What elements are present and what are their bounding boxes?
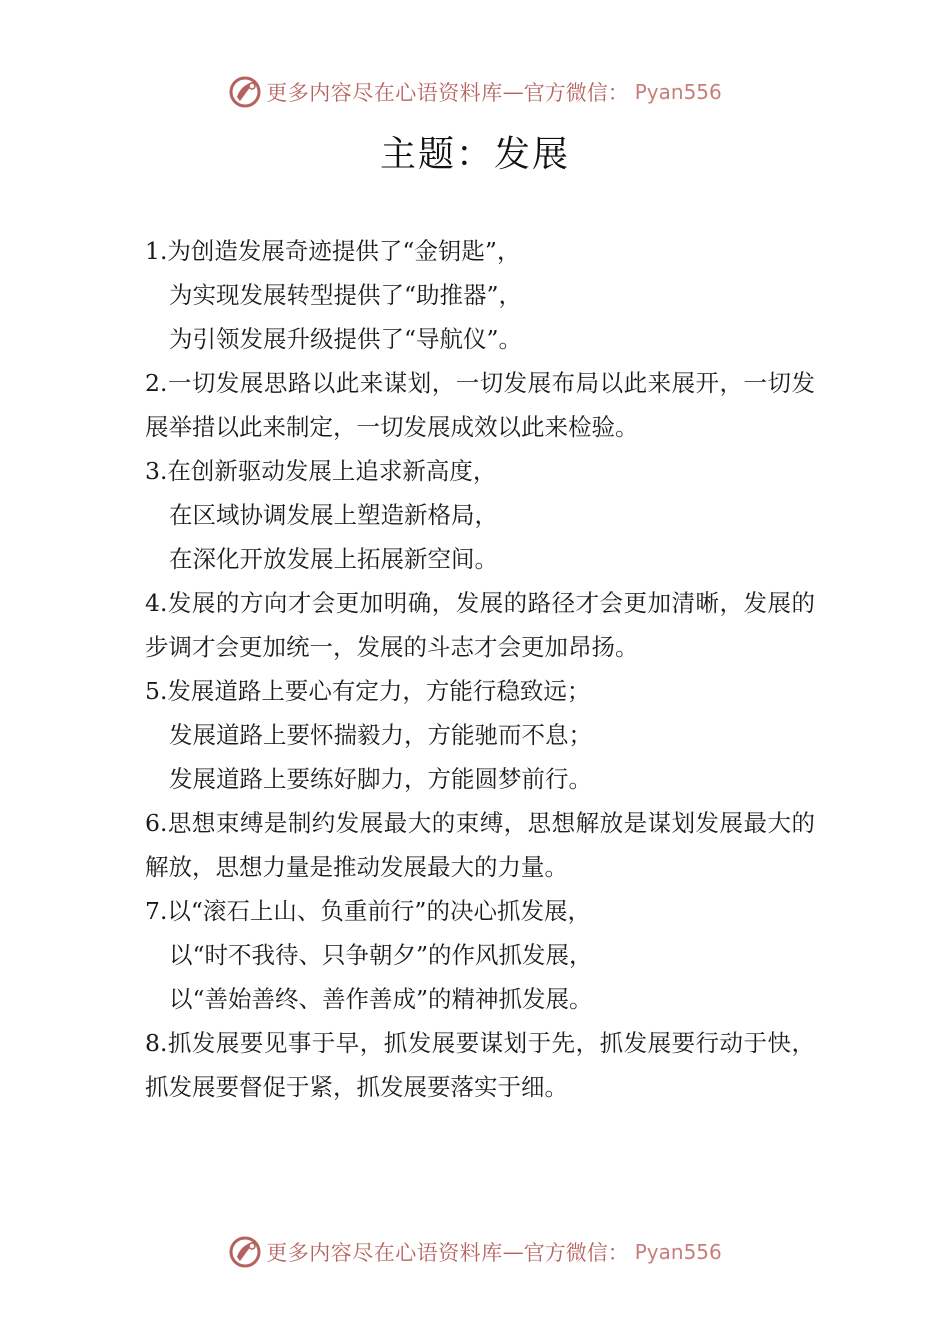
item-8-text: 8.抓发展要见事于早，抓发展要谋划于先，抓发展要行动于快，抓发展要督促于紧，抓发展要落实于细。 [145,1029,815,1101]
item-7-line-2: 以“时不我待、只争朝夕”的作风抓发展， [169,941,593,969]
item-5 [145,669,815,801]
document-body [145,229,815,1109]
item-2 [145,361,815,449]
wechat-label: 官方微信： [523,81,629,105]
item-5-line-3: 发展道路上要练好脚力，方能圆梦前行。 [169,765,592,793]
banner-text: 更多内容尽在心语资料库 [266,81,503,105]
item-6-text: 6.思想束缚是制约发展最大的束缚，思想解放是谋划发展最大的解放，思想力量是推动发展最大的力量。 [145,809,815,881]
item-7-line-1: 7.以“滚石上山、负重前行”的决心抓发展， [145,897,591,925]
wechat-id: Pyan556 [634,80,722,104]
banner-dash: — [502,1240,524,1264]
logo-icon [228,1235,262,1269]
header-banner [0,72,950,112]
banner-text: 更多内容尽在心语资料库 [266,1241,503,1265]
banner-dash: — [502,80,524,104]
item-6 [145,801,815,889]
item-5-line-2: 发展道路上要怀揣毅力，方能驰而不息； [169,721,592,749]
item-2-text: 2.一切发展思路以此来谋划，一切发展布局以此来展开，一切发展举措以此来制定，一切发展成效以此来检验。 [145,369,815,441]
logo-icon [228,75,262,109]
item-3-line-2: 在区域协调发展上塑造新格局， [169,501,498,529]
item-8 [145,1021,815,1109]
item-1-line-3: 为引领发展升级提供了“导航仪”。 [169,325,523,353]
item-4 [145,581,815,669]
wechat-label: 官方微信： [523,1241,629,1265]
item-7-line-3: 以“善始善终、善作善成”的精神抓发展。 [169,985,593,1013]
item-5-line-1: 5.发展道路上要心有定力，方能行稳致远； [145,677,591,705]
item-1 [145,229,815,361]
item-1-line-1: 1.为创造发展奇迹提供了“金钥匙”， [145,237,521,265]
item-3-line-3: 在深化开放发展上拓展新空间。 [169,545,498,573]
item-3 [145,449,815,581]
item-1-line-2: 为实现发展转型提供了“助推器”， [169,281,523,309]
wechat-id: Pyan556 [634,1240,722,1264]
page-title: 主题：发展 [379,134,570,175]
footer-banner [0,1232,950,1272]
item-4-text: 4.发展的方向才会更加明确，发展的路径才会更加清晰，发展的步调才会更加统一，发展的斗志才会更加昂扬。 [145,589,815,661]
item-3-line-1: 3.在创新驱动发展上追求新高度， [145,457,497,485]
item-7 [145,889,815,1021]
